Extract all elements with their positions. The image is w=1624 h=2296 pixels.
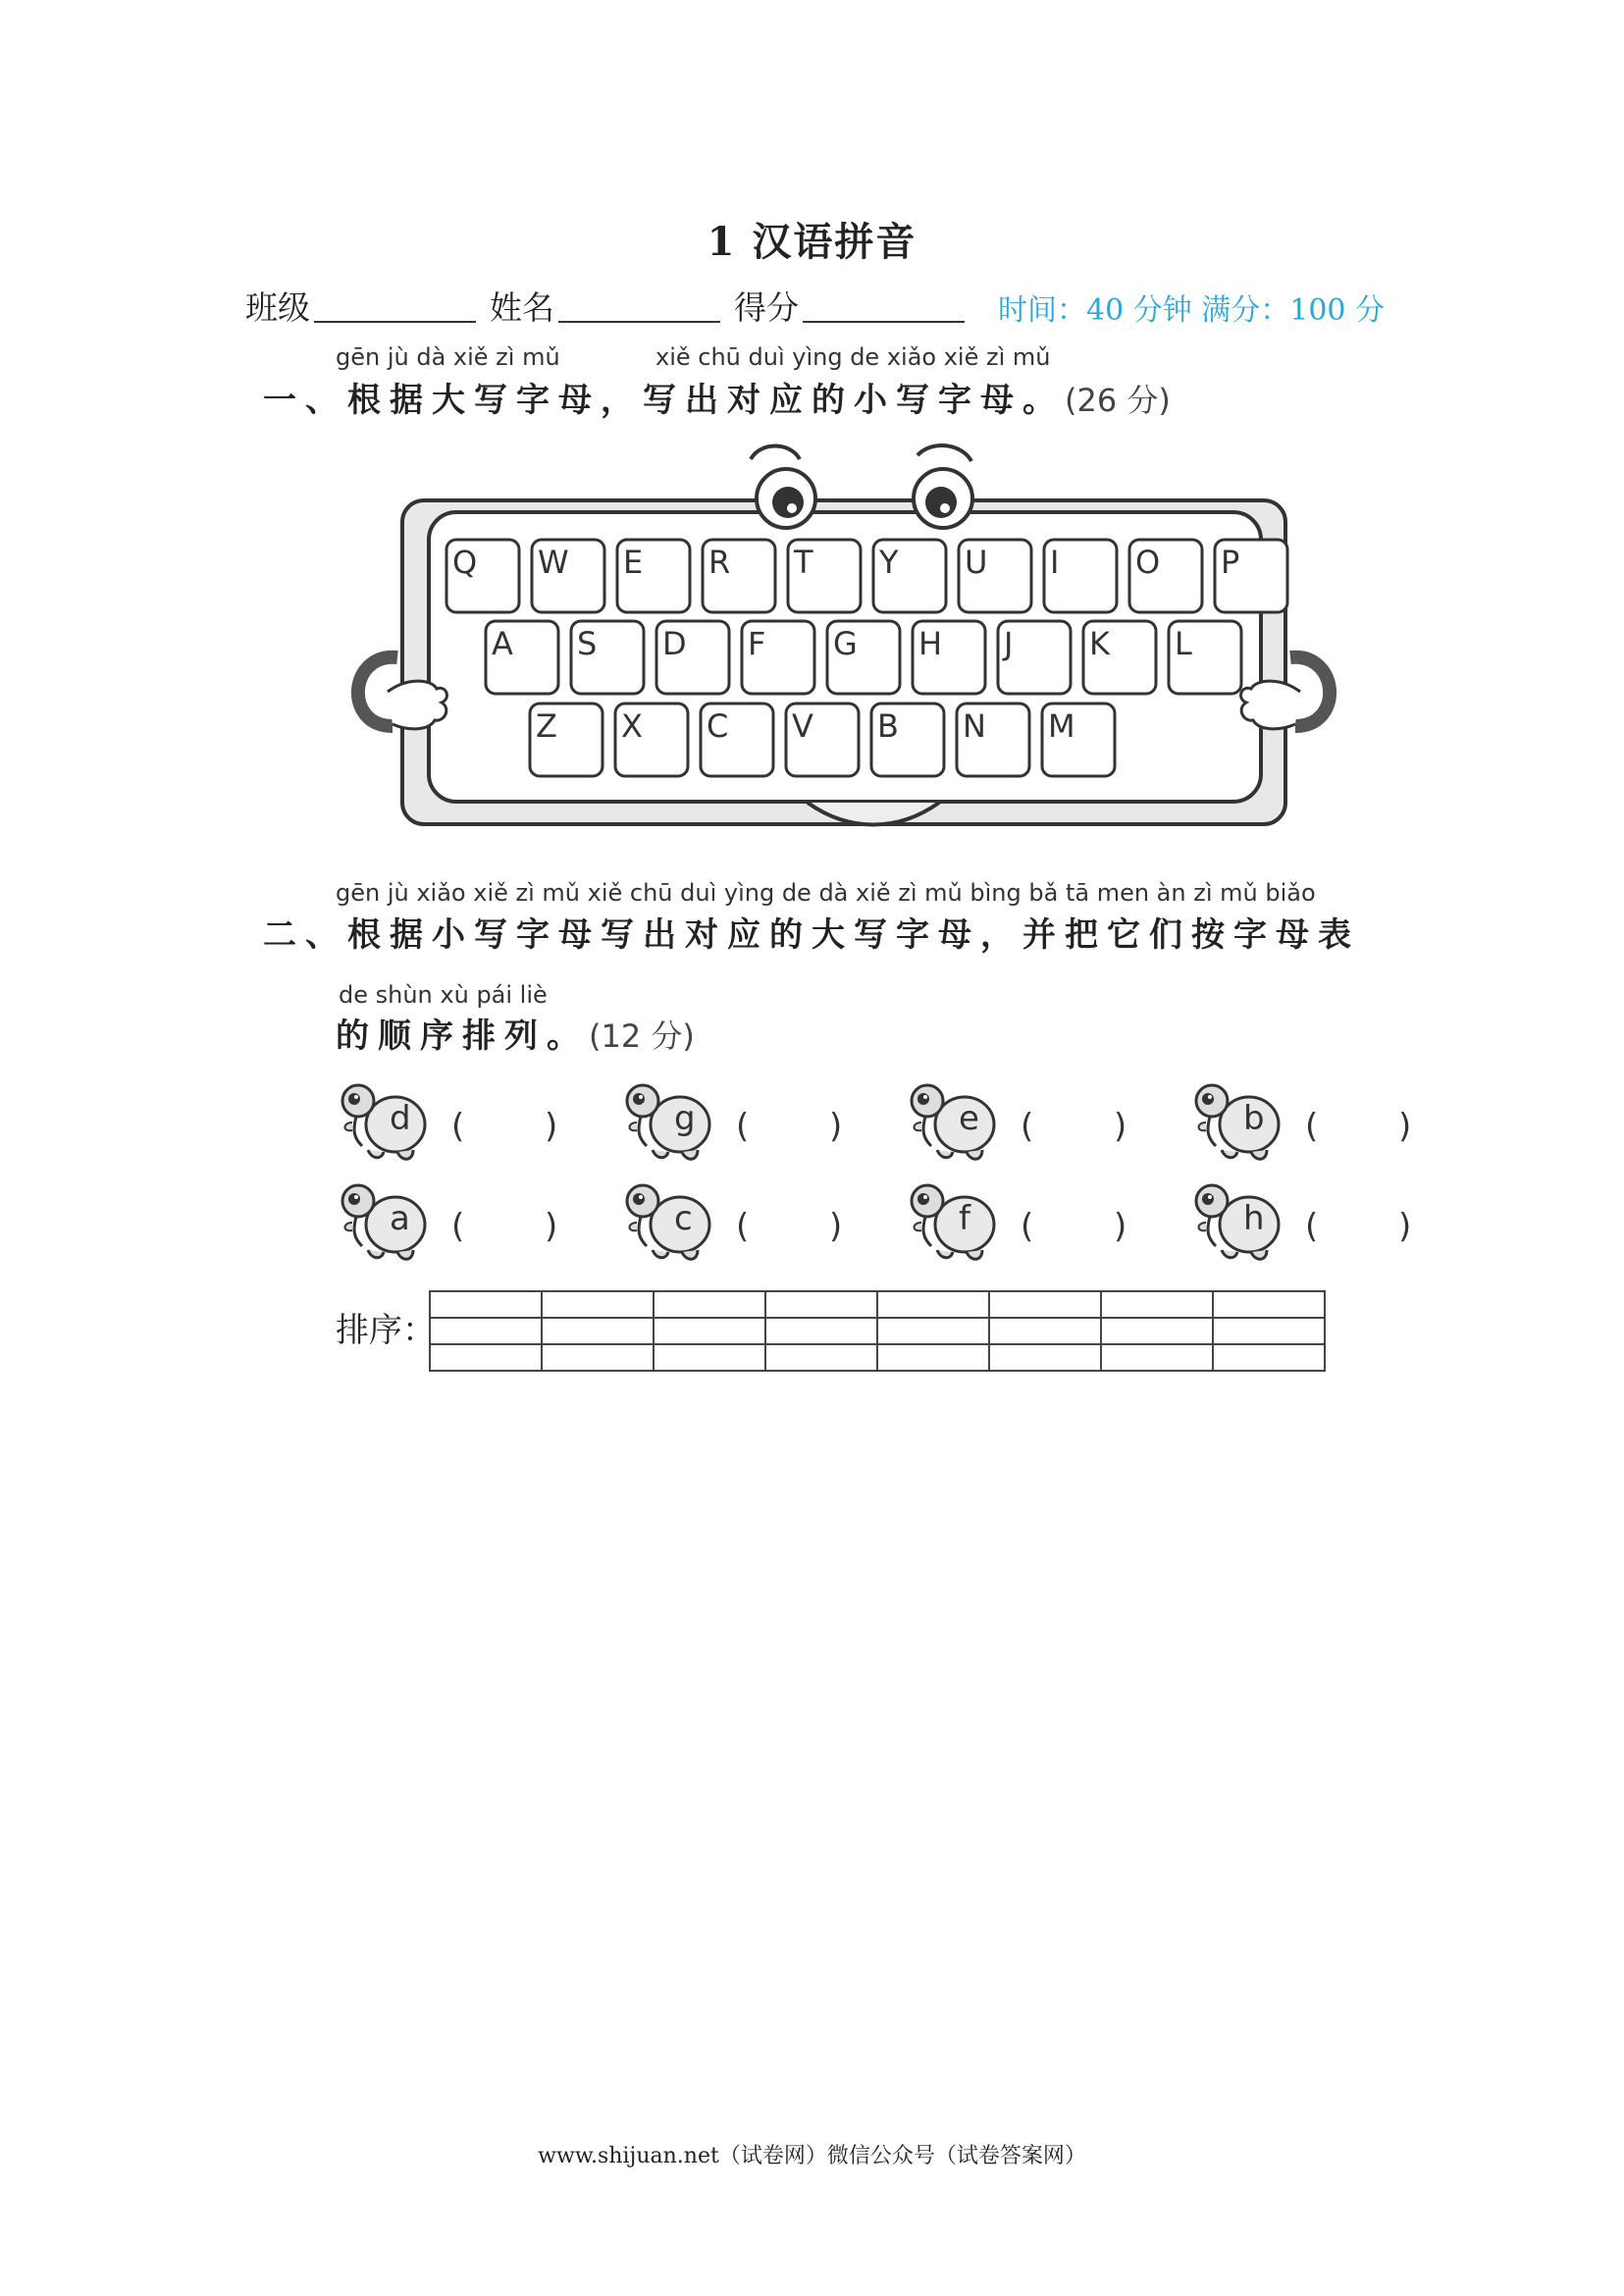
q2-pinyin-line1: gēn jù xiǎo xiě zì mǔ xiě chū duì yìng de dà xiě zì mǔ bìng bǎ tā men àn zì mǔ biǎo [336,879,1316,907]
answer-paren-close: ) [1114,1207,1127,1246]
answer-paren-close: ) [829,1107,843,1146]
key-label-i: I [1050,544,1060,581]
sort-label: 排序： [336,1311,436,1350]
score-label: 得分 [734,288,799,327]
turtle-item [1192,1077,1467,1166]
turtle-item [339,1177,613,1266]
keyboard-illustration [339,432,1349,844]
turtle-letter: h [1243,1199,1265,1238]
key-label-d: D [662,625,687,662]
answer-paren-open: ( [1021,1207,1034,1246]
turtle-icon [908,1177,996,1266]
key-label-k: K [1089,625,1110,662]
score-blank[interactable] [803,320,965,323]
key-label-c: C [707,707,729,745]
left-hand-icon [388,681,446,729]
q2-points: (12 分) [589,1018,695,1055]
turtle-item [908,1177,1182,1266]
answer-paren-open: ( [451,1107,465,1146]
turtle-icon [908,1077,996,1166]
answer-paren-open: ( [736,1107,750,1146]
class-blank[interactable] [314,320,476,323]
answer-blank[interactable] [471,1107,530,1146]
turtle-icon [623,1077,711,1166]
key-label-e: E [623,544,644,581]
turtle-letter: b [1243,1099,1265,1138]
answer-blank[interactable] [1325,1107,1384,1146]
key-label-l: L [1175,625,1192,662]
key-label-b: B [877,707,899,745]
turtle-item [1192,1177,1467,1266]
name-label: 姓名 [490,288,554,327]
right-hand-icon [1241,681,1300,729]
q1-points: (26 分) [1065,382,1171,419]
answer-blank[interactable] [756,1207,814,1246]
answer-blank[interactable] [1325,1207,1384,1246]
right-eye-icon [914,445,972,528]
key-label-s: S [577,625,598,662]
turtle-letter: c [674,1199,693,1238]
q1-pinyin-b: xiě chū duì yìng de xiǎo xiě zì mǔ [655,343,1051,371]
key-label-a: A [492,625,513,662]
answer-paren-open: ( [1305,1207,1319,1246]
key-label-y: Y [879,544,899,581]
class-label: 班级 [245,288,310,327]
key-label-x: X [621,707,643,745]
key-label-o: O [1135,544,1161,581]
turtle-icon [339,1177,427,1266]
key-label-t: T [794,544,813,581]
turtle-letter: a [390,1199,410,1238]
answer-blank[interactable] [756,1107,814,1146]
answer-paren-open: ( [1305,1107,1319,1146]
key-label-f: F [748,625,766,662]
key-label-w: W [538,544,569,581]
key-label-z: Z [536,707,557,745]
answer-paren-close: ) [829,1207,843,1246]
key-label-u: U [965,544,988,581]
page-title: 1 汉语拼音 [707,219,917,265]
answer-paren-close: ) [1398,1107,1412,1146]
answer-paren-close: ) [1114,1107,1127,1146]
answer-paren-open: ( [451,1207,465,1246]
key-label-g: G [833,625,858,662]
turtle-icon [1192,1177,1281,1266]
turtle-letter: g [674,1099,696,1138]
key-label-q: Q [452,544,478,581]
turtle-item [339,1077,613,1166]
key-label-m: M [1048,707,1075,745]
turtle-icon [623,1177,711,1266]
turtle-item [623,1177,898,1266]
turtle-icon [1192,1077,1281,1166]
turtle-icon [339,1077,427,1166]
q2-instruction-line2 [336,1009,695,1057]
q1-pinyin-a: gēn jù dà xiě zì mǔ [336,343,560,371]
key-label-p: P [1221,544,1240,581]
answer-paren-open: ( [736,1207,750,1246]
turtle-letter: f [959,1199,970,1238]
turtle-letter: d [390,1099,411,1138]
sort-grid[interactable] [429,1290,1326,1372]
turtle-letter: e [959,1099,979,1138]
student-info-header [245,283,1385,329]
answer-paren-open: ( [1021,1107,1034,1146]
q1-text: 一、根据大写字母，写出对应的小写字母。 [263,381,1065,420]
answer-blank[interactable] [1040,1107,1099,1146]
turtle-item [623,1077,898,1166]
name-blank[interactable] [558,320,720,323]
answer-blank[interactable] [471,1207,530,1246]
key-label-v: V [792,707,813,745]
answer-paren-close: ) [1398,1207,1412,1246]
left-eye-icon [751,446,815,529]
answer-paren-close: ) [545,1107,558,1146]
q2-pinyin-line2: de shùn xù pái liè [339,981,548,1009]
answer-blank[interactable] [1040,1207,1099,1246]
key-label-h: H [918,625,943,662]
turtle-item [908,1077,1182,1166]
key-label-r: R [708,544,731,581]
q2-instruction-line1: 二、根据小写字母写出对应的大写字母，并把它们按字母表 [263,915,1360,955]
answer-paren-close: ) [545,1207,558,1246]
key-label-j: J [1004,625,1014,662]
time-score-meta: 时间：40 分钟 满分：100 分 [998,293,1386,328]
q1-instruction [263,373,1171,421]
footer-source: www.shijuan.net（试卷网）微信公众号（试卷答案网） [538,2144,1086,2168]
q2-text-line2: 的顺序排列。 [336,1017,589,1056]
key-label-n: N [963,707,986,745]
